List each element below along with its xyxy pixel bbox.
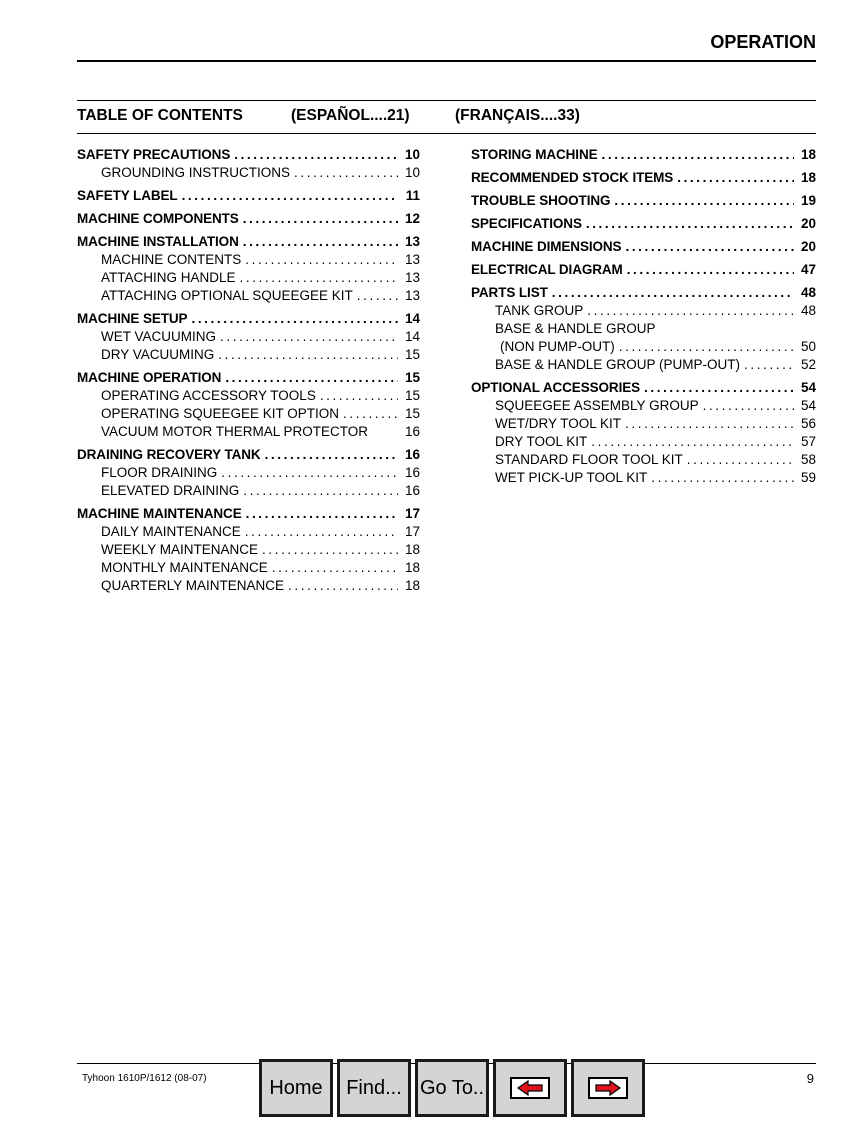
toc-entry-page: 57 [800, 434, 816, 449]
toc-leader-dots [623, 261, 794, 279]
toc-entry-page: 48 [800, 303, 816, 318]
toc-entry-page: 15 [404, 406, 420, 421]
toc-entry-page: 17 [404, 524, 420, 539]
toc-leader-dots [241, 523, 398, 541]
toc-entry[interactable] [77, 369, 420, 387]
toc-leader-dots [236, 269, 398, 287]
footer-model: Tyhoon 1610P/1612 (08-07) [82, 1073, 207, 1084]
toc-entry[interactable] [77, 233, 420, 251]
toc-entry[interactable] [471, 356, 816, 374]
toc-entry-label: DAILY MAINTENANCE [101, 524, 241, 539]
toc-entry-page: 47 [800, 262, 816, 277]
toc-entry-page: 18 [800, 147, 816, 162]
toc-rule-bottom [77, 133, 816, 134]
header-rule [77, 60, 816, 62]
toc-group [471, 146, 816, 164]
toc-leader-dots [740, 356, 794, 374]
toc-entry-label: MONTHLY MAINTENANCE [101, 560, 268, 575]
toc-entry[interactable] [471, 284, 816, 302]
previous-page-button[interactable] [493, 1059, 567, 1117]
toc-entry-label: MACHINE OPERATION [77, 370, 222, 385]
toc-entry-page: 16 [404, 447, 420, 462]
toc-entry-label: VACUUM MOTOR THERMAL PROTECTOR [101, 424, 369, 439]
toc-entry-page: 20 [800, 239, 816, 254]
toc-left-column [77, 146, 420, 600]
toc-leader-dots [583, 302, 794, 320]
toc-entry-page: 54 [800, 380, 816, 395]
toc-leader-dots [284, 577, 398, 595]
toc-entry[interactable] [471, 451, 816, 469]
toc-entry[interactable] [77, 346, 420, 364]
toc-entry-page: 19 [800, 193, 816, 208]
toc-entry-label: MACHINE COMPONENTS [77, 211, 239, 226]
toc-group [471, 215, 816, 233]
toc-entry[interactable] [77, 251, 420, 269]
toc-right-column [471, 146, 816, 492]
toc-leader-dots [230, 146, 398, 164]
toc-entry[interactable] [471, 338, 816, 356]
goto-button[interactable]: Go To.. [415, 1059, 489, 1117]
toc-entry-label: SAFETY PRECAUTIONS [77, 147, 231, 162]
toc-entry-label: RECOMMENDED STOCK ITEMS [471, 170, 674, 185]
toc-leader-dots [239, 233, 398, 251]
arrow-left-icon [510, 1077, 550, 1099]
toc-group [471, 379, 816, 487]
toc-leader-dots [582, 215, 794, 233]
toc-group [77, 310, 420, 364]
toc-leader-dots [239, 482, 398, 500]
toc-entry-label: QUARTERLY MAINTENANCE [101, 578, 285, 593]
toc-entry-label: MACHINE DIMENSIONS [471, 239, 622, 254]
toc-entry-label: OPERATING SQUEEGEE KIT OPTION [101, 406, 340, 421]
toc-leader-dots [647, 469, 794, 487]
toc-leader-dots [339, 405, 398, 423]
toc-entry[interactable] [77, 423, 420, 441]
toc-leader-dots [621, 238, 794, 256]
toc-entry-page: 13 [404, 252, 420, 267]
toc-entry-page: 17 [404, 506, 420, 521]
toc-entry-page: 16 [404, 424, 420, 439]
toc-leader-dots [221, 369, 398, 387]
toc-entry-label: WET VACUUMING [101, 329, 217, 344]
toc-leader-dots [242, 505, 398, 523]
find-button[interactable]: Find... [337, 1059, 411, 1117]
toc-entry-page: 14 [404, 329, 420, 344]
toc-entry[interactable] [77, 482, 420, 500]
toc-entry-page: 18 [404, 560, 420, 575]
toc-entry[interactable] [77, 446, 420, 464]
toc-entry[interactable] [77, 387, 420, 405]
toc-entry-page: 18 [404, 542, 420, 557]
toc-entry-page: 18 [800, 170, 816, 185]
toc-leader-dots [615, 338, 794, 356]
toc-leader-dots [261, 446, 398, 464]
toc-espanol-link[interactable]: (ESPAÑOL....21) [291, 107, 410, 124]
toc-leader-dots [353, 287, 398, 305]
toc-leader-dots [621, 415, 794, 433]
toc-entry[interactable] [471, 379, 816, 397]
toc-entry-page: 14 [404, 311, 420, 326]
toc-group [77, 369, 420, 441]
toc-entry-label: DRAINING RECOVERY TANK [77, 447, 261, 462]
toc-entry[interactable] [77, 187, 420, 205]
toc-group [77, 146, 420, 182]
toc-francais-link[interactable]: (FRANÇAIS....33) [455, 107, 580, 124]
toc-entry[interactable] [471, 238, 816, 256]
toc-entry-page: 13 [404, 234, 420, 249]
toc-entry-page: 15 [404, 388, 420, 403]
toc-entry[interactable] [77, 310, 420, 328]
nav-bar [259, 1059, 649, 1123]
toc-entry-page: 13 [404, 288, 420, 303]
toc-entry-label: DRY TOOL KIT [495, 434, 588, 449]
toc-entry[interactable] [471, 169, 816, 187]
toc-entry-page: 16 [404, 465, 420, 480]
toc-entry[interactable] [471, 433, 816, 451]
toc-group [77, 233, 420, 305]
toc-leader-dots [187, 310, 398, 328]
toc-entry[interactable] [77, 505, 420, 523]
toc-entry-label: MACHINE MAINTENANCE [77, 506, 242, 521]
toc-entry[interactable] [471, 215, 816, 233]
next-page-button[interactable] [571, 1059, 645, 1117]
toc-entry[interactable] [77, 464, 420, 482]
toc-group [77, 210, 420, 228]
toc-entry[interactable] [471, 192, 816, 210]
toc-group [471, 284, 816, 374]
toc-entry-label: ATTACHING OPTIONAL SQUEEGEE KIT [101, 288, 353, 303]
toc-group [471, 238, 816, 256]
toc-entry-label: ELECTRICAL DIAGRAM [471, 262, 623, 277]
toc-leader-dots [241, 251, 398, 269]
toc-leader-dots [268, 559, 398, 577]
toc-entry[interactable] [77, 559, 420, 577]
toc-title: TABLE OF CONTENTS [77, 107, 243, 124]
toc-group [471, 192, 816, 210]
toc-leader-dots [548, 284, 794, 302]
toc-group [77, 505, 420, 595]
toc-entry-label: PARTS LIST [471, 285, 548, 300]
toc-entry-page: 15 [404, 347, 420, 362]
toc-entry[interactable] [471, 146, 816, 164]
toc-entry[interactable] [471, 415, 816, 433]
toc-entry-page: 56 [800, 416, 816, 431]
toc-entry-label: OPERATING ACCESSORY TOOLS [101, 388, 316, 403]
toc-entry-page: 54 [800, 398, 816, 413]
toc-entry[interactable] [77, 269, 420, 287]
toc-entry[interactable] [77, 146, 420, 164]
toc-leader-dots [673, 169, 794, 187]
toc-entry[interactable] [77, 405, 420, 423]
toc-leader-dots [290, 164, 398, 182]
toc-leader-dots [316, 387, 398, 405]
toc-entry-label: ATTACHING HANDLE [101, 270, 236, 285]
toc-entry-label: MACHINE SETUP [77, 311, 188, 326]
toc-leader-dots [683, 451, 794, 469]
toc-entry-label: DRY VACUUMING [101, 347, 215, 362]
toc-leader-dots [258, 541, 398, 559]
toc-entry[interactable] [471, 397, 816, 415]
toc-leader-dots [239, 210, 398, 228]
toc-entry-page: 48 [800, 285, 816, 300]
toc-entry-page: 10 [404, 147, 420, 162]
section-title: OPERATION [710, 32, 816, 52]
toc-entry[interactable] [77, 577, 420, 595]
toc-entry-page: 50 [800, 339, 816, 354]
toc-entry[interactable] [77, 541, 420, 559]
arrow-right-icon [588, 1077, 628, 1099]
toc-entry-page: 52 [800, 357, 816, 372]
toc-group [77, 187, 420, 205]
toc-entry[interactable] [77, 328, 420, 346]
toc-entry-label: MACHINE CONTENTS [101, 252, 242, 267]
home-button[interactable]: Home [259, 1059, 333, 1117]
toc-entry-page: 59 [800, 470, 816, 485]
toc-rule-top [77, 100, 816, 101]
toc-entry-label: GROUNDING INSTRUCTIONS [101, 165, 290, 180]
toc-group [471, 261, 816, 279]
toc-leader-dots [598, 146, 794, 164]
toc-entry-page: 12 [404, 211, 420, 226]
toc-entry-label: TANK GROUP [495, 303, 584, 318]
toc-entry-label: BASE & HANDLE GROUP (PUMP-OUT) [495, 357, 741, 372]
toc-entry-label: WET PICK-UP TOOL KIT [495, 470, 648, 485]
toc-entry-page: 10 [404, 165, 420, 180]
toc-entry[interactable] [77, 164, 420, 182]
toc-entry-label: ELEVATED DRAINING [101, 483, 240, 498]
toc-entry-page: 11 [405, 188, 420, 203]
toc-entry-label: TROUBLE SHOOTING [471, 193, 611, 208]
toc-entry[interactable] [77, 287, 420, 305]
toc-entry-label: SQUEEGEE ASSEMBLY GROUP [495, 398, 699, 413]
toc-leader-dots [216, 328, 398, 346]
toc-entry-label: BASE & HANDLE GROUP [495, 321, 656, 336]
toc-entry[interactable] [471, 261, 816, 279]
toc-leader-dots [640, 379, 794, 397]
toc-leader-dots [217, 464, 398, 482]
toc-entry[interactable] [471, 320, 816, 338]
toc-entry-page: 18 [404, 578, 420, 593]
toc-leader-dots [178, 187, 398, 205]
toc-entry[interactable] [77, 210, 420, 228]
toc-group [471, 169, 816, 187]
toc-group [77, 446, 420, 500]
toc-entry[interactable] [77, 523, 420, 541]
toc-entry[interactable] [471, 469, 816, 487]
toc-leader-dots [587, 433, 794, 451]
toc-entry-label: FLOOR DRAINING [101, 465, 218, 480]
toc-entry-page: 20 [800, 216, 816, 231]
toc-entry-label: STANDARD FLOOR TOOL KIT [495, 452, 683, 467]
toc-entry-label: (NON PUMP-OUT) [500, 339, 615, 354]
toc-entry-label: MACHINE INSTALLATION [77, 234, 239, 249]
toc-entry-page: 15 [404, 370, 420, 385]
toc-leader-dots [699, 397, 794, 415]
toc-entry[interactable] [471, 302, 816, 320]
toc-entry-label: SAFETY LABEL [77, 188, 178, 203]
toc-entry-label: SPECIFICATIONS [471, 216, 582, 231]
toc-leader-dots [214, 346, 398, 364]
toc-entry-page: 13 [404, 270, 420, 285]
toc-entry-label: WEEKLY MAINTENANCE [101, 542, 259, 557]
toc-leader-dots [610, 192, 794, 210]
toc-entry-label: OPTIONAL ACCESSORIES [471, 380, 641, 395]
toc-entry-page: 58 [800, 452, 816, 467]
toc-entry-label: STORING MACHINE [471, 147, 598, 162]
toc-entry-label: WET/DRY TOOL KIT [495, 416, 622, 431]
toc-entry-page: 16 [404, 483, 420, 498]
footer-page-number: 9 [806, 1071, 814, 1086]
